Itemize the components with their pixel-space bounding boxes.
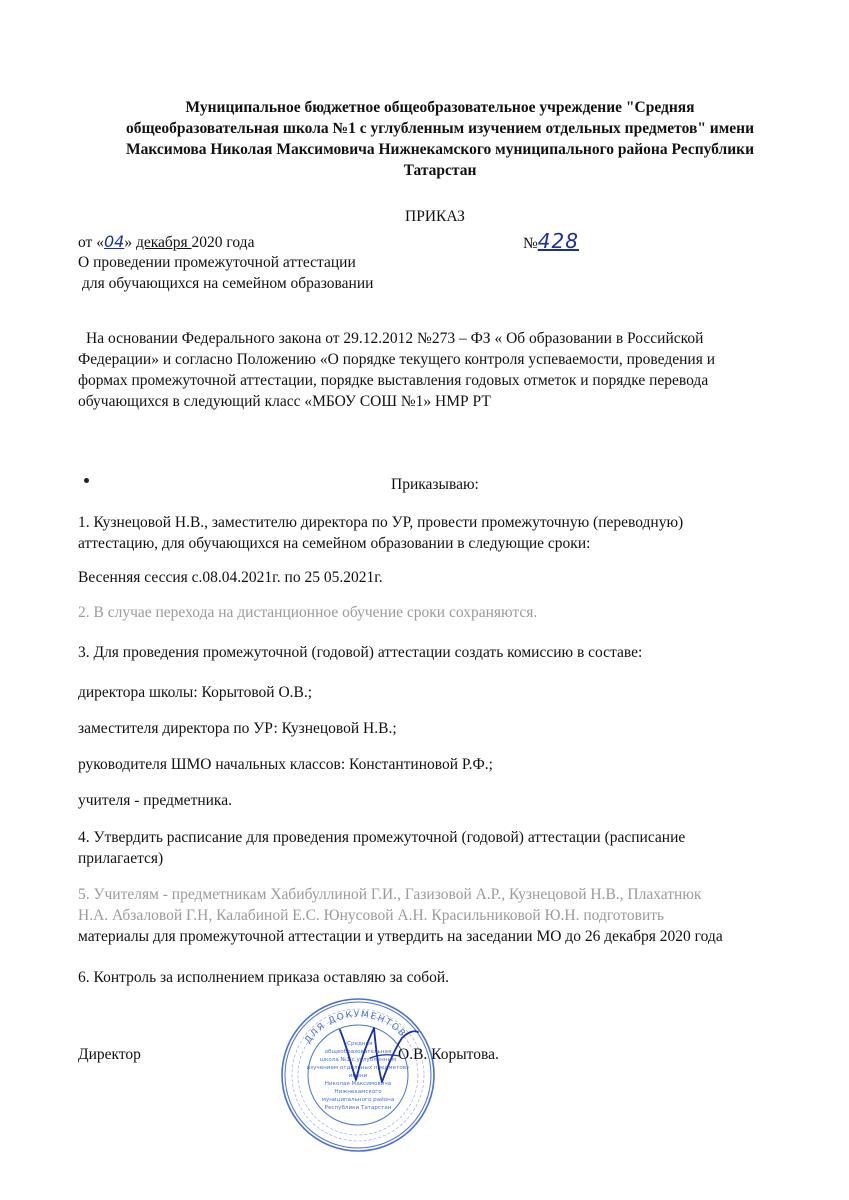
date-mid: » [124,234,136,251]
item-line-faded: Н.А. Абзаловой Г.Н, Калабиной Е.С. Юнусовой А.Н. Красильниковой Ю.Н. подготовить [78,907,665,924]
order-subject-line: для обучающихся на семейном образовании [82,275,374,292]
stamp-line: Николая Максимовича [324,1081,392,1087]
basis-line: формах промежуточной аттестации, порядке выставления годовых отметок и порядке перевода [78,372,709,389]
item-2: 2. В случае перехода на дистанционное обучение сроки сохраняются. [78,604,538,621]
header-line: Муниципальное бюджетное общеобразовательное учреждение "Средняя [185,99,695,116]
decree-word: Приказываю: [391,476,479,493]
item-4 [78,827,818,869]
session-dates: Весенняя сессия с.08.04.2021г. по 25 05.2021г. [78,569,383,586]
item-6: 6. Контроль за исполнением приказа оставляю за собой. [78,969,450,986]
signature-role: Директор [78,1046,141,1063]
basis-line: обучающихся в следующий класс «МБОУ СОШ №1» НМР РТ [78,393,491,410]
item-1 [78,512,818,554]
header-line: Татарстан [403,162,477,179]
item-line: 4. Утвердить расписание для проведения промежуточной (годовой) аттестации (расписание [78,829,686,846]
number-value: 428 [537,229,579,253]
item-3: 3. Для проведения промежуточной (годовой) аттестации создать комиссию в составе: [78,644,643,661]
header-line: общеобразовательная школа №1 с углубленным изучением отдельных предметов" имени [125,120,755,137]
school-header [70,97,810,181]
order-subject-line: О проведении промежуточной аттестации [78,254,356,271]
signature-name: О.В. Корытова. [398,1046,499,1063]
item-line: материалы для промежуточной аттестации и утвердить на заседании МО до 26 декабря 2020 года [78,928,723,945]
basis-line: На основании Федерального закона от 29.12.2012 №273 – ФЗ « Об образовании в Российской [86,330,704,347]
header-line: Максимова Николая Максимовича Нижнекамского муниципального района Республики [125,141,755,158]
date-day: 04 [103,232,125,251]
item-line [78,905,818,926]
item-5 [78,884,818,947]
item-line-faded: 5. Учителям - предметникам Хабибуллиной Г.И., Газизовой А.Р., Кузнецовой Н.В., Плахатнюк [78,886,702,903]
stamp-line: Республики Татарстан [324,1105,392,1111]
date-year: 2020 года [191,234,255,251]
order-title: ПРИКАЗ [405,208,465,225]
stamp-line: имени [348,1073,368,1079]
stamp-line: «Средняя [343,1041,373,1047]
item-line: 1. Кузнецовой Н.В., заместителю директора по УР, провести промежуточную (переводную) [78,514,684,531]
commission-member: директора школы: Корытовой О.В.; [78,684,313,701]
stamp-line: общеобразовательная [324,1049,392,1055]
stamp-line: Нижнекамского [334,1089,382,1095]
stamp-top-path: ДЛЯ ДОКУМЕНТОВ [303,1009,408,1046]
commission-member: заместителя директора по УР: Кузнецовой Н.В.; [78,720,397,737]
basis-line: Федерации» и согласно Положению «О порядке текущего контроля успеваемости, проведения и [78,351,715,368]
commission-member: учителя - предметника. [78,792,232,809]
ink-dot [84,478,89,483]
item-line: прилагается) [78,850,164,867]
date-month: декабря [135,234,192,251]
order-date [78,231,254,253]
order-number [523,231,579,254]
item-line [78,884,818,905]
basis-paragraph [78,328,818,412]
stamp-line: изучением отдельных предметов» [306,1065,410,1071]
handwritten-signature [330,1010,420,1090]
stamp-line: школа №1 с углубленным [319,1057,397,1063]
number-prefix: № [523,235,538,252]
date-prefix: от « [78,234,104,251]
commission-member: руководителя ШМО начальных классов: Константиновой Р.Ф.; [78,756,493,773]
item-line: аттестацию, для обучающихся на семейном образовании в следующие сроки: [78,535,591,552]
stamp-line: муниципального района [321,1097,395,1103]
